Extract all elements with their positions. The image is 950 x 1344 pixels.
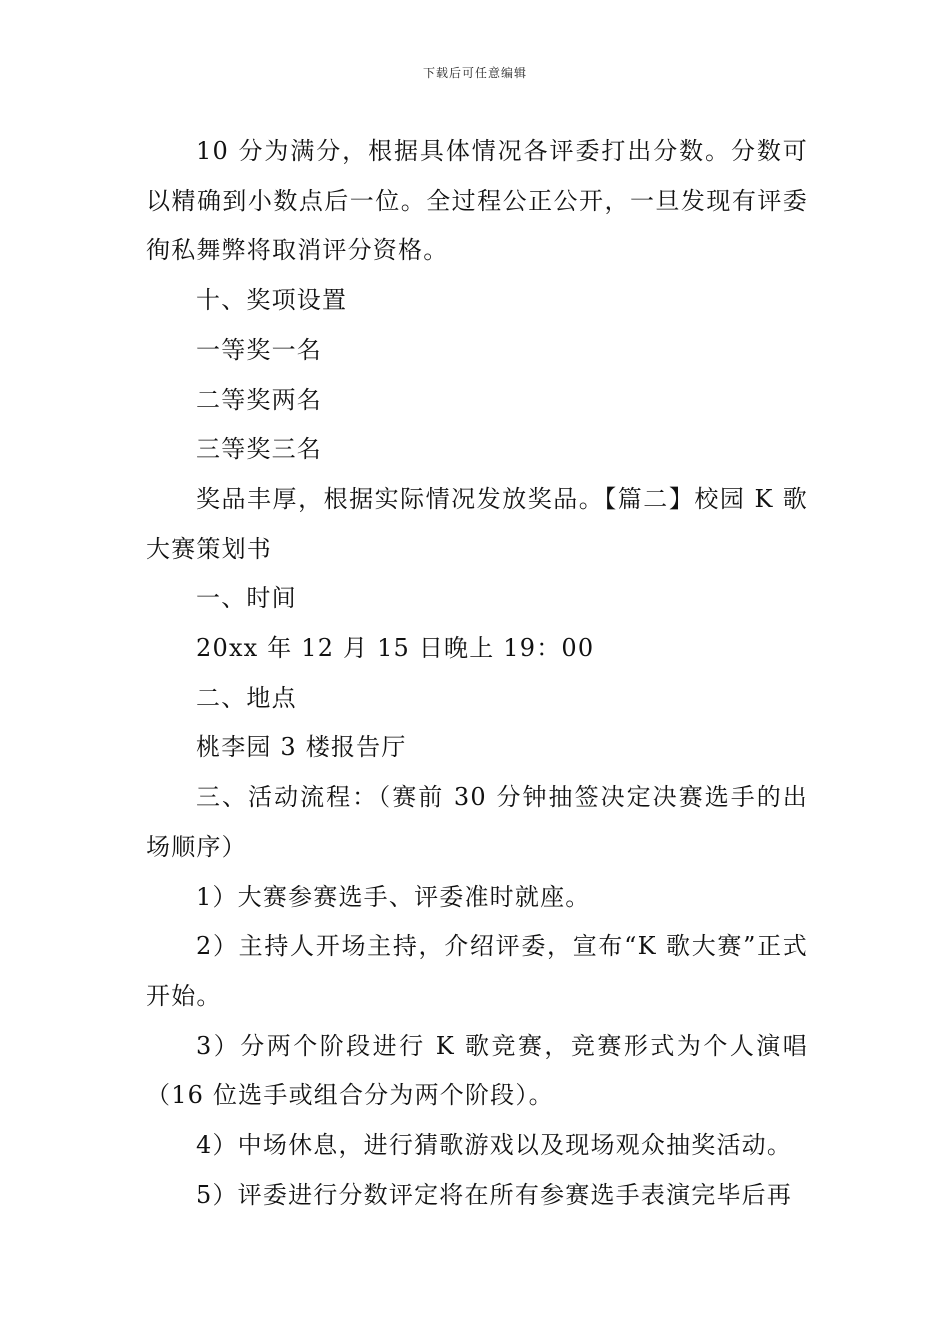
page-header-note: 下载后可任意编辑 xyxy=(422,66,527,80)
heading-activity-process: 三、活动流程：（赛前 30 分钟抽签决定决赛选手的出场顺序） xyxy=(146,783,808,861)
list-item-step-5: 5）评委进行分数评定将在所有参赛选手表演完毕后再 xyxy=(196,1180,793,1209)
list-item-step-3: 3）分两个阶段进行 K 歌竞赛，竞赛形式为个人演唱（16 位选手或组合分为两个阶段）。 xyxy=(146,1031,808,1110)
paragraph-scoring-rules: 10 分为满分，根据具体情况各评委打出分数。分数可以精确到小数点后一位。全过程公正公开，一旦发现有评委徇私舞弊将取消评分资格。 xyxy=(146,137,808,265)
list-item-step-1: 1）大赛参赛选手、评委准时就座。 xyxy=(196,882,591,911)
heading-location: 二、地点 xyxy=(196,683,297,712)
paragraph-second-prize: 二等奖两名 xyxy=(196,385,322,414)
heading-awards-setup: 十、奖项设置 xyxy=(196,286,348,315)
heading-time: 一、时间 xyxy=(196,584,297,613)
paragraph-location-value: 桃李园 3 楼报告厅 xyxy=(196,733,407,762)
paragraph-prizes-and-part-two-title: 奖品丰厚，根据实际情况发放奖品。【篇二】校园 K 歌大赛策划书 xyxy=(146,484,808,563)
paragraph-third-prize: 三等奖三名 xyxy=(196,435,322,464)
list-item-step-4: 4）中场休息，进行猜歌游戏以及现场观众抽奖活动。 xyxy=(196,1131,793,1160)
paragraph-first-prize: 一等奖一名 xyxy=(196,335,322,364)
list-item-step-2: 2）主持人开场主持，介绍评委，宣布“K 歌大赛”正式开始。 xyxy=(146,932,808,1010)
document-body xyxy=(146,127,808,1220)
paragraph-time-value: 20xx 年 12 月 15 日晚上 19：00 xyxy=(196,634,595,663)
